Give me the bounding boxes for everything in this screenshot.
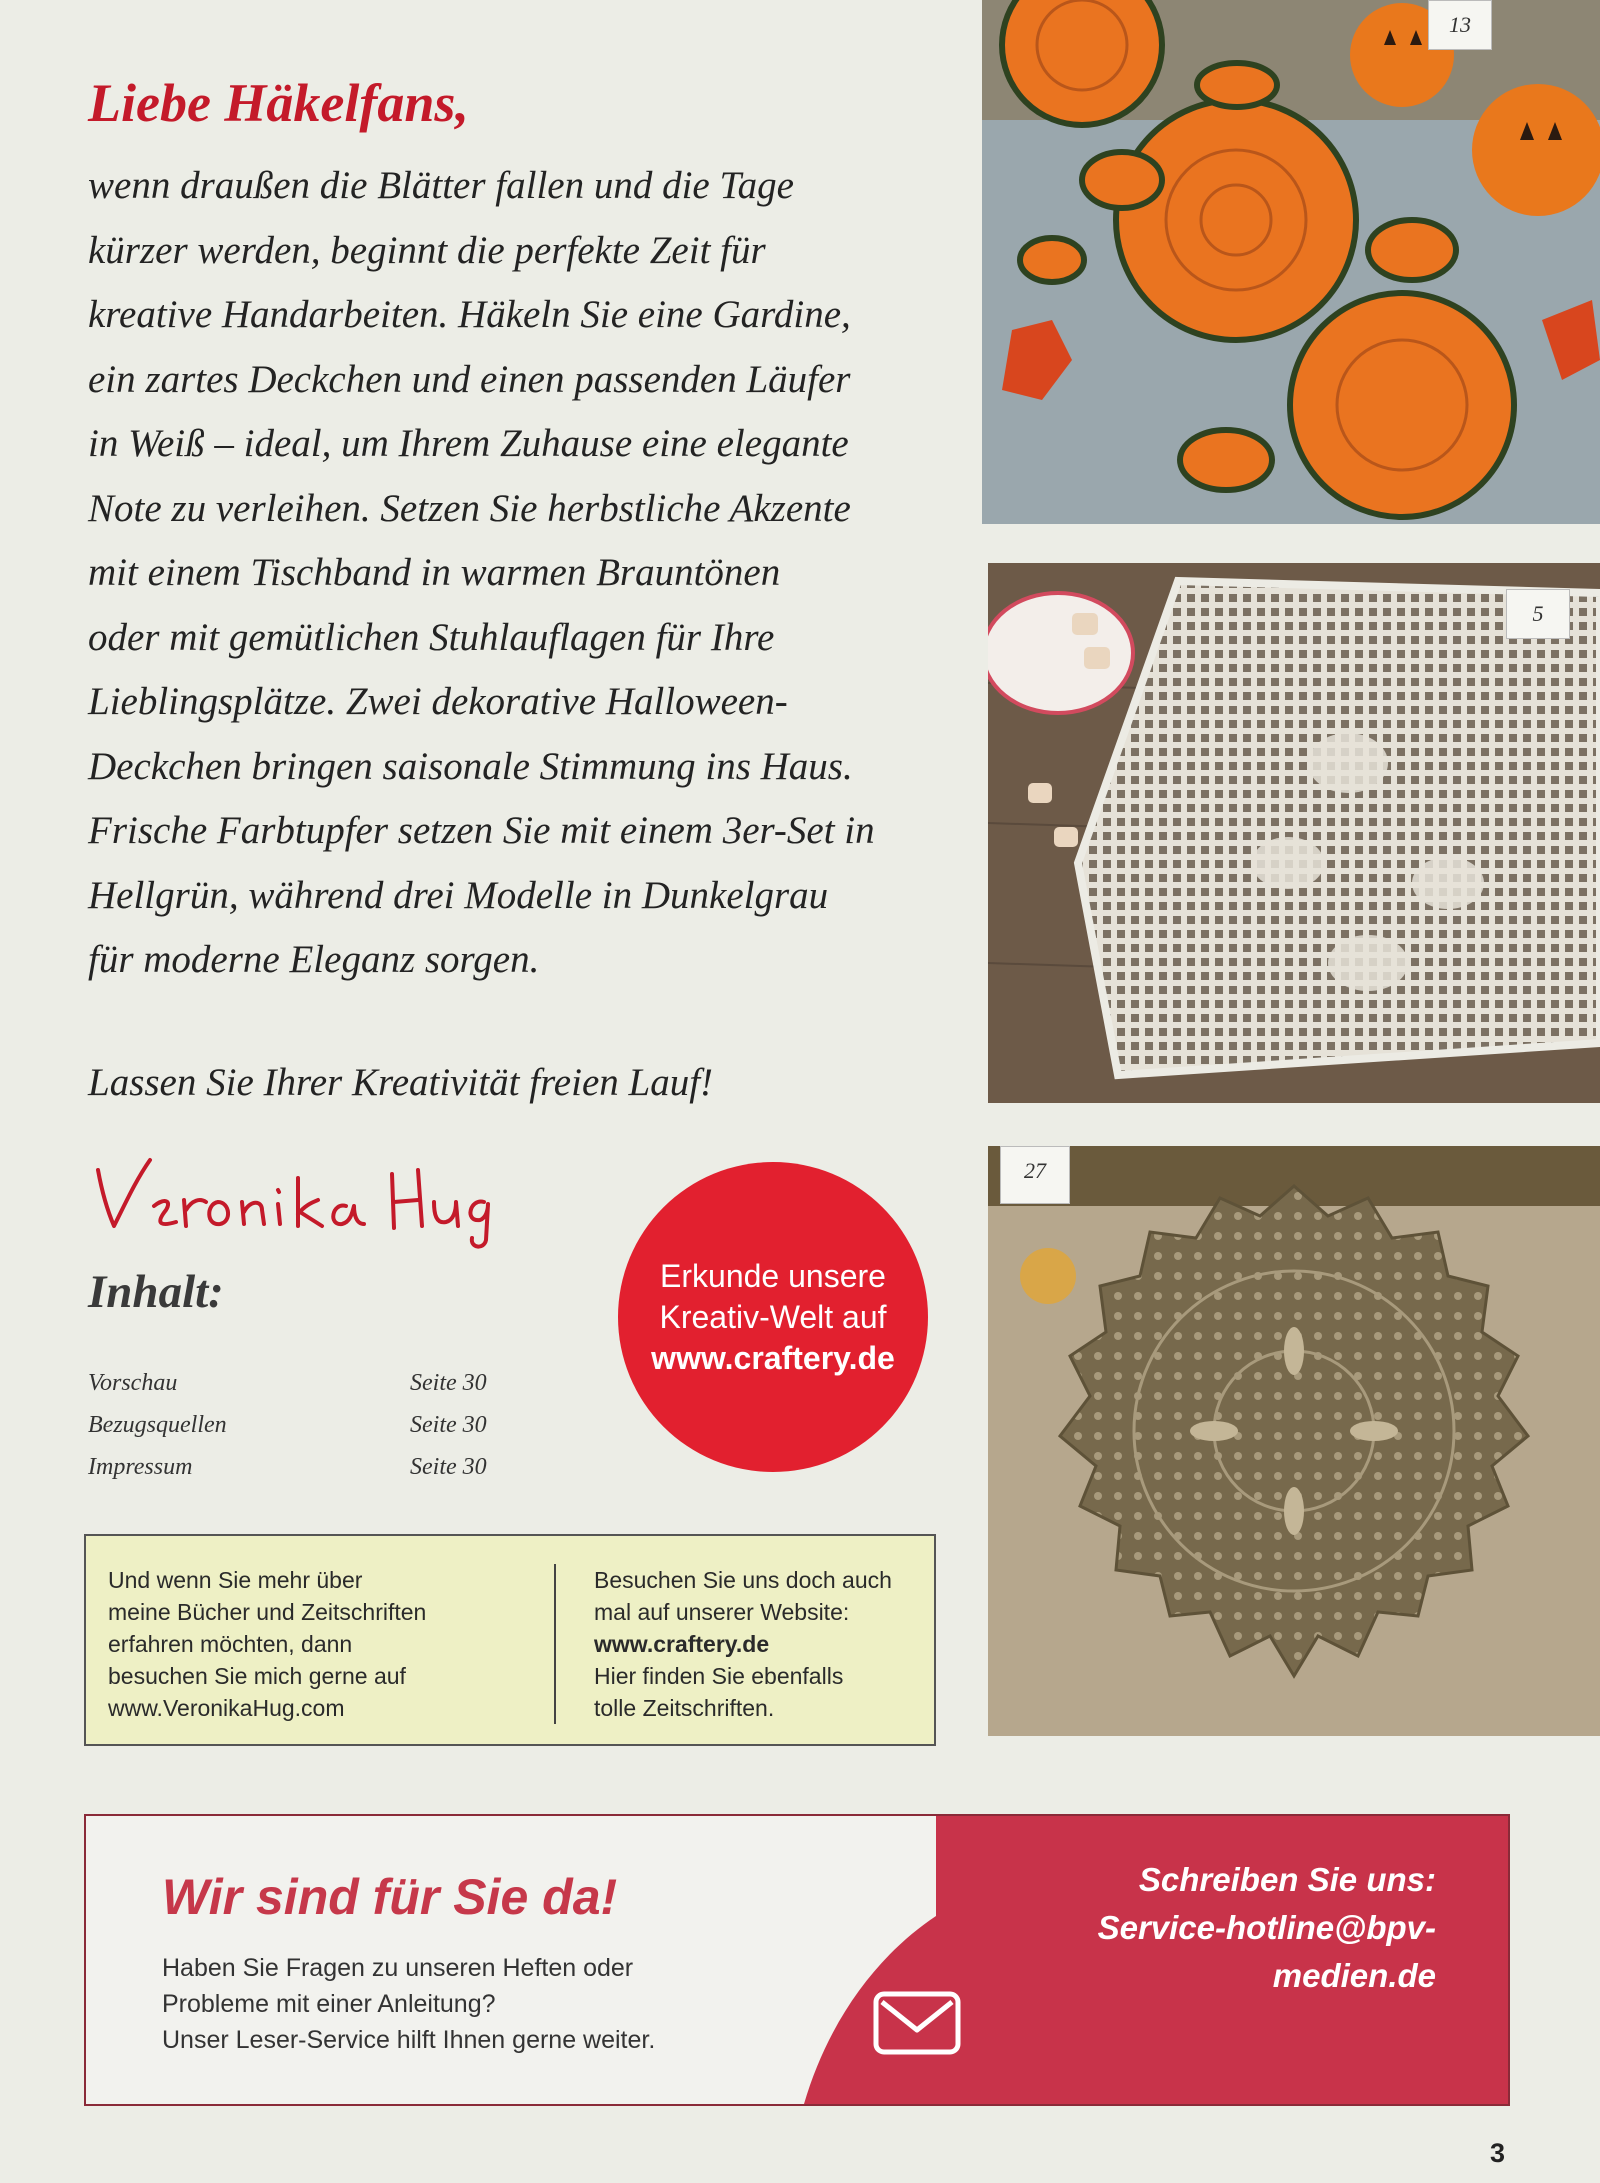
reader-service-box bbox=[84, 1814, 1510, 2106]
intro-line: in Weiß – ideal, um Ihrem Zuhause eine elegante bbox=[88, 422, 849, 465]
intro-line: Deckchen bringen saisonale Stimmung ins Haus. bbox=[88, 744, 853, 788]
toc-row[interactable] bbox=[88, 1454, 508, 1496]
info-line: mal auf unserer Website: bbox=[594, 1599, 850, 1625]
photo-dark-doily bbox=[988, 1146, 1600, 1736]
info-line: Hier finden Sie ebenfalls bbox=[594, 1663, 844, 1689]
intro-line: Lieblingsplätze. Zwei dekorative Halloween- bbox=[88, 680, 788, 723]
info-left-column bbox=[108, 1564, 426, 1724]
greeting-heading: Liebe Häkelfans, bbox=[88, 73, 469, 133]
toc-item-name: Impressum bbox=[88, 1454, 193, 1480]
craftery-link[interactable]: www.craftery.de bbox=[594, 1631, 770, 1657]
intro-line: kreative Handarbeiten. Häkeln Sie eine Gardine, bbox=[88, 293, 851, 336]
service-text-line: Unser Leser-Service hilft Ihnen gerne weiter. bbox=[162, 2026, 656, 2054]
photo-page-tag: 5 bbox=[1506, 589, 1570, 639]
intro-line: Hellgrün, während drei Modelle in Dunkelgrau bbox=[88, 873, 829, 917]
intro-line: ein zartes Deckchen und einen passenden Läufer bbox=[88, 357, 851, 401]
toc-item-name: Vorschau bbox=[88, 1370, 178, 1396]
toc-item-page: Seite 30 bbox=[410, 1412, 487, 1438]
toc-item-page: Seite 30 bbox=[410, 1370, 487, 1396]
handwritten-signature bbox=[92, 1140, 492, 1250]
intro-line: mit einem Tischband in warmen Brauntönen bbox=[88, 551, 781, 594]
photo-orange-doilies bbox=[982, 0, 1600, 524]
promo-line: Erkunde unsere bbox=[660, 1257, 886, 1294]
envelope-icon bbox=[872, 1988, 962, 2058]
service-title: Wir sind für Sie da! bbox=[162, 1869, 618, 1925]
table-of-contents bbox=[88, 1370, 508, 1496]
toc-row[interactable] bbox=[88, 1370, 508, 1412]
intro-line: kürzer werden, beginnt die perfekte Zeit für bbox=[88, 228, 766, 272]
toc-item-name: Bezugsquellen bbox=[88, 1412, 227, 1438]
service-text bbox=[162, 1950, 655, 2058]
info-line: erfahren möchten, dann bbox=[108, 1631, 353, 1657]
info-box bbox=[84, 1534, 936, 1746]
intro-text bbox=[88, 154, 968, 993]
info-divider bbox=[554, 1564, 556, 1724]
intro-line: Note zu verleihen. Setzen Sie herbstliche Akzente bbox=[88, 486, 851, 530]
white-doily-image bbox=[988, 563, 1600, 1103]
contents-title: Inhalt: bbox=[88, 1266, 224, 1318]
info-line: meine Bücher und Zeitschriften bbox=[108, 1599, 427, 1625]
info-right-column bbox=[594, 1564, 892, 1724]
promo-url-link[interactable]: www.craftery.de bbox=[651, 1339, 895, 1376]
service-contact[interactable] bbox=[1098, 1856, 1436, 2000]
closing-line: Lassen Sie Ihrer Kreativität freien Lauf! bbox=[88, 1061, 714, 1104]
info-line: Besuchen Sie uns doch auch bbox=[594, 1567, 892, 1593]
dark-doily-image bbox=[988, 1146, 1600, 1736]
page-number: 3 bbox=[1490, 2138, 1506, 2168]
intro-line: für moderne Eleganz sorgen. bbox=[88, 938, 540, 981]
toc-row[interactable] bbox=[88, 1412, 508, 1454]
intro-line: wenn draußen die Blätter fallen und die Tage bbox=[88, 164, 794, 207]
photo-page-tag: 27 bbox=[1000, 1146, 1070, 1204]
photo-white-doily bbox=[988, 563, 1600, 1103]
info-line: tolle Zeitschriften. bbox=[594, 1695, 775, 1721]
service-contact-line: Schreiben Sie uns: bbox=[1138, 1861, 1436, 1898]
photo-page-tag: 13 bbox=[1428, 0, 1492, 50]
service-text-line: Haben Sie Fragen zu unseren Heften oder bbox=[162, 1954, 634, 1982]
service-email-link[interactable]: Service-hotline@bpv- bbox=[1097, 1909, 1436, 1946]
craftery-promo-circle[interactable] bbox=[618, 1162, 928, 1472]
service-text-line: Probleme mit einer Anleitung? bbox=[162, 1990, 496, 2018]
promo-line: Kreativ-Welt auf bbox=[659, 1298, 887, 1335]
intro-line: oder mit gemütlichen Stuhlauflagen für Ihre bbox=[88, 615, 775, 659]
veronikahug-link[interactable]: www.VeronikaHug.com bbox=[108, 1695, 345, 1721]
info-line: besuchen Sie mich gerne auf bbox=[108, 1663, 406, 1689]
orange-doilies-image bbox=[982, 0, 1600, 524]
info-line: Und wenn Sie mehr über bbox=[108, 1567, 363, 1593]
intro-line: Frische Farbtupfer setzen Sie mit einem 3er-Set in bbox=[88, 809, 875, 852]
service-email-link[interactable]: medien.de bbox=[1272, 1957, 1436, 1994]
toc-item-page: Seite 30 bbox=[410, 1454, 487, 1480]
